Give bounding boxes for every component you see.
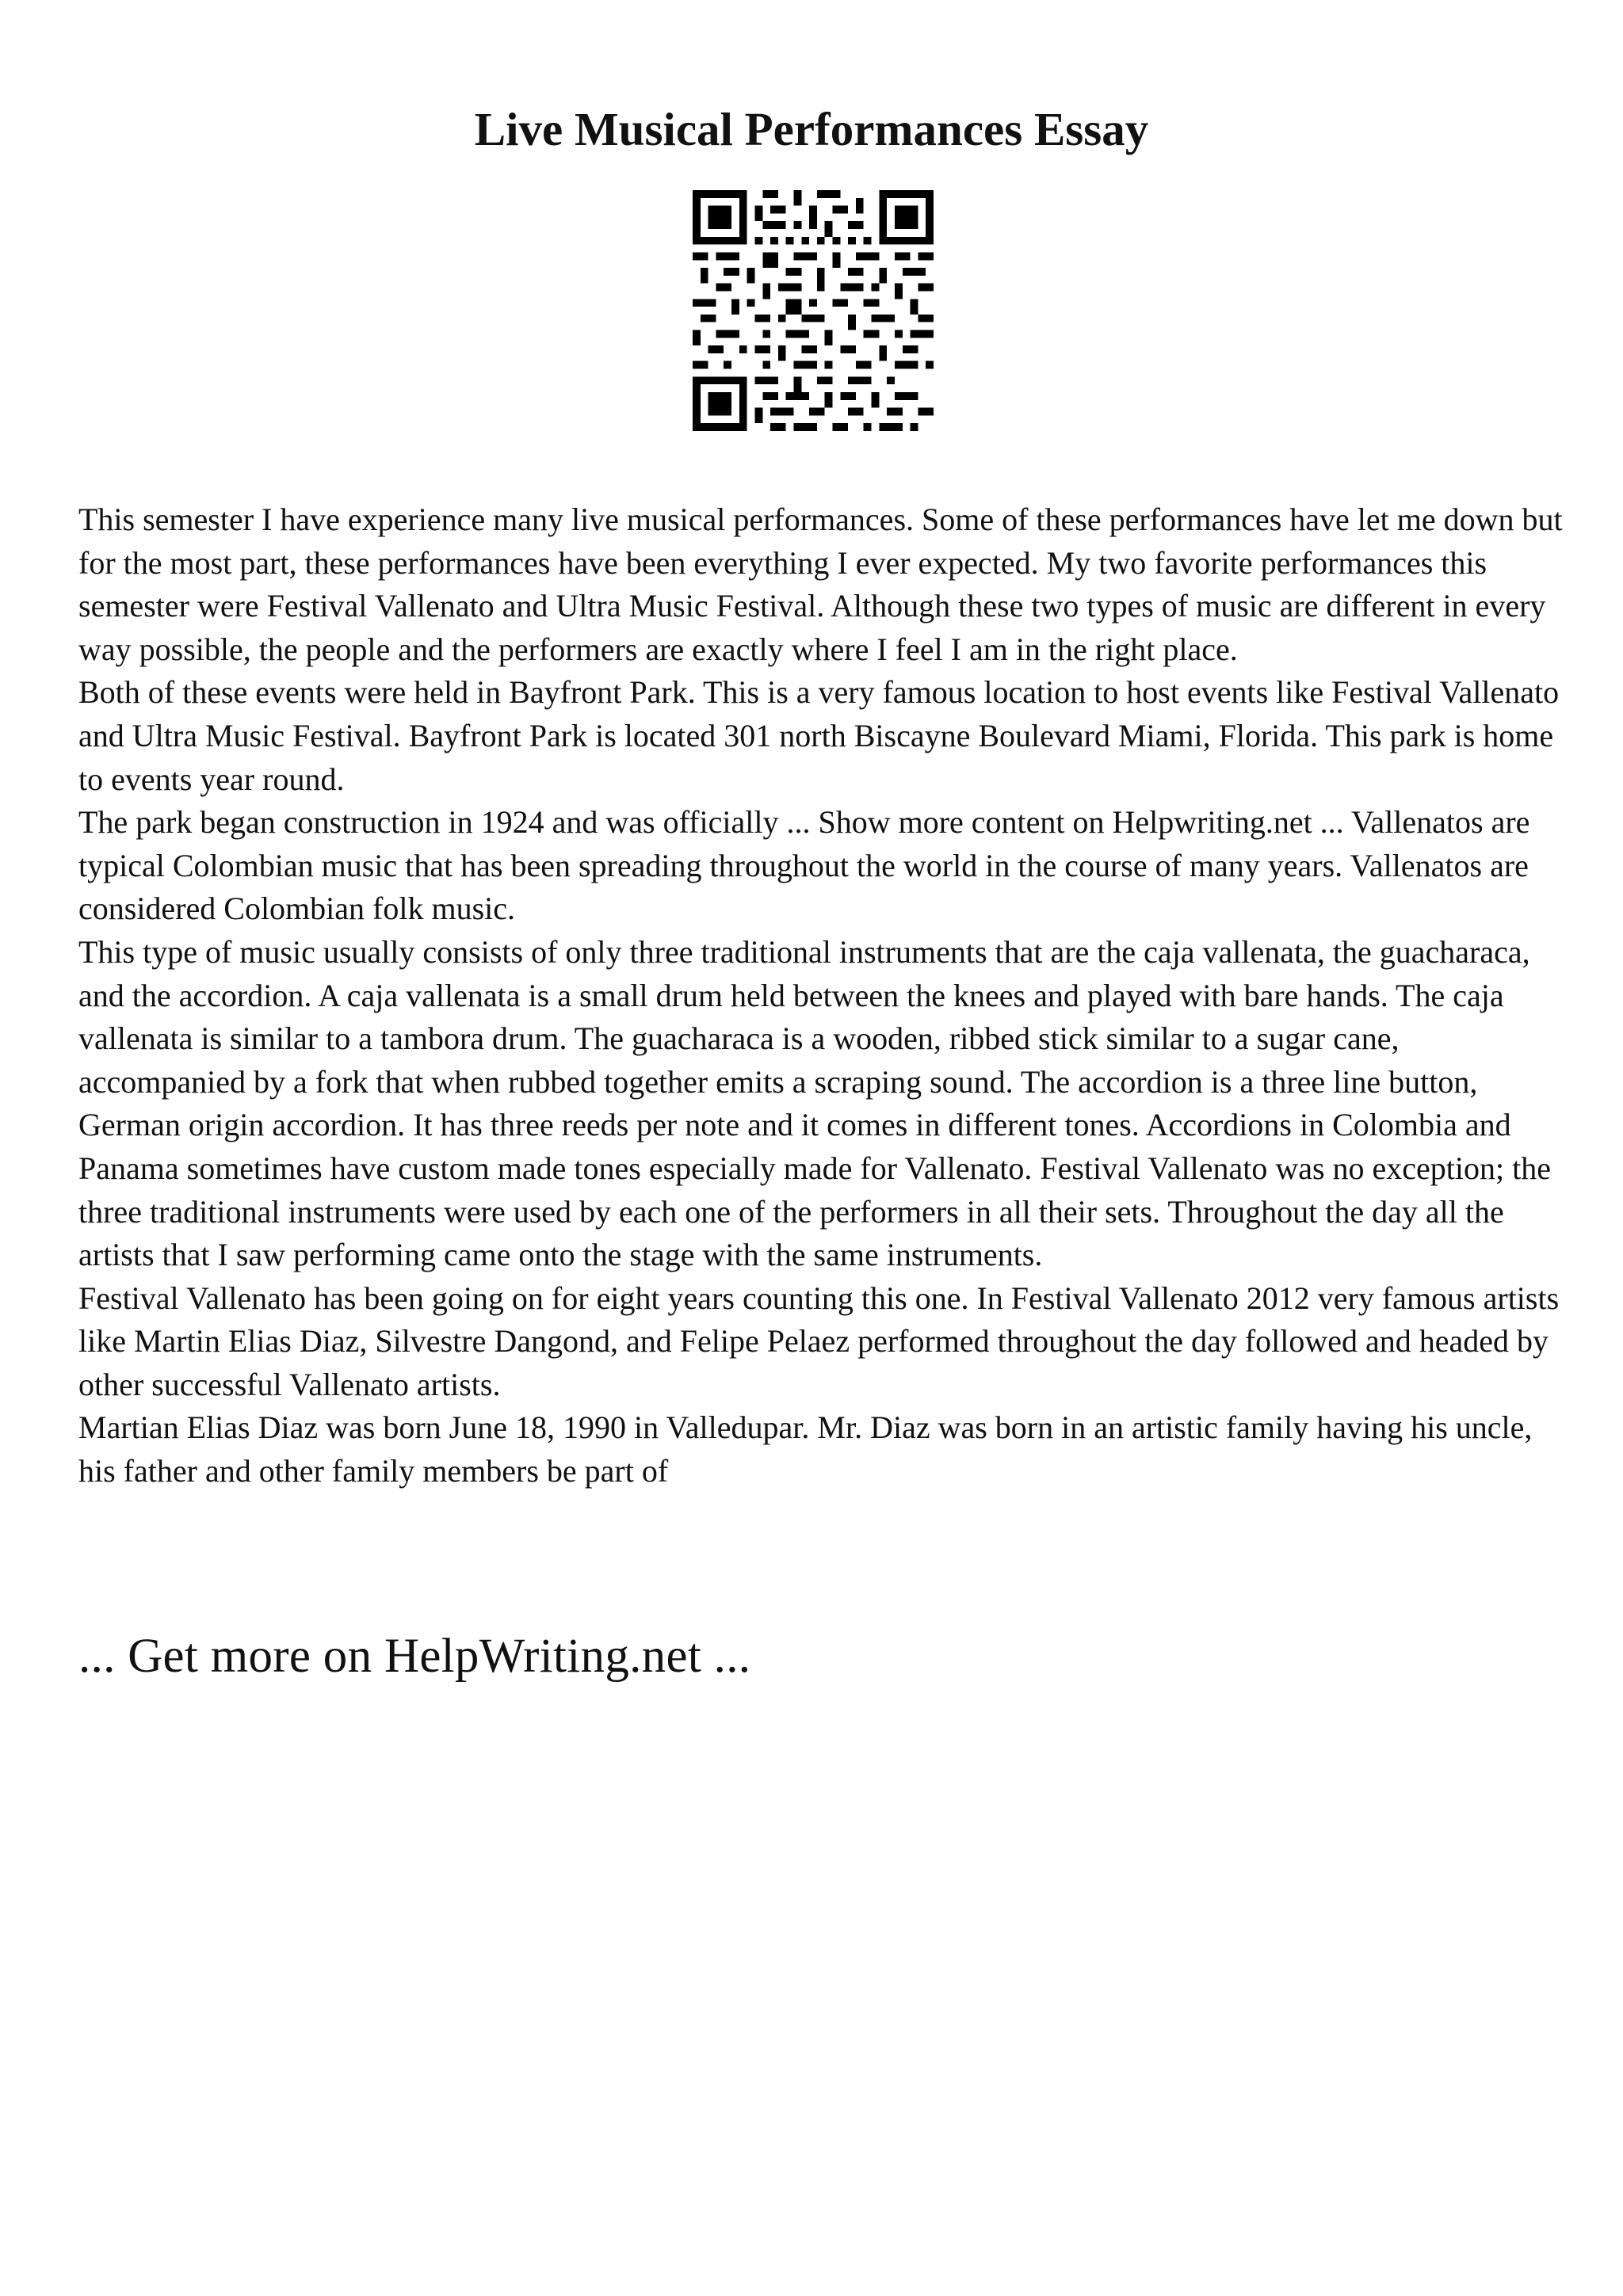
get-more-link[interactable]: ... Get more on HelpWriting.net ... [78,1630,751,1683]
essay-paragraph-2: Both of these events were held in Bayfront Park. This is a very famous location to host events like Festival Vallenato and Ultra Music Festival. Bayfront Park is located 301 north Biscayne Boulevard Miami, Florida. This park is home to events year round. [78,674,1560,797]
essay-paragraph-5: Festival Vallenato has been going on for eight years counting this one. In Festival Vallenato 2012 very famous artists like Martin Elias Diaz, Silvestre Dangond, and Felipe Pelaez performed throughout the day followed and headed by other successful Vallenato artists. [78,1280,1560,1402]
essay-paragraph-1: This semester I have experience many live musical performances. Some of these performances have let me down but for the most part, these performances have been everything I ever expected. My two favorite performances this semester were Festival Vallenato and Ultra Music Festival. Although these two types of music are different in every way possible, the people and the performers are exactly where I feel I am in the right place. [78,502,1563,667]
essay-paragraph-4: This type of music usually consists of only three traditional instruments that are the caja vallenata, the guacharaca, and the accordion. A caja vallenata is a small drum held between the knees and played with bare hands. The caja vallenata is similar to a tambora drum. The guacharaca is a wooden, ribbed stick similar to a sugar cane, accompanied by a fork that when rubbed together emits a scraping sound. The accordion is a three line button, German origin accordion. It has three reeds per note and it comes in different tones. Accordions in Colombia and Panama sometimes have custom made tones especially made for Vallenato. Festival Vallenato was no exception; the three traditional instruments were used by each one of the performers in all their sets. Throughout the day all the artists that I saw performing came onto the stage with the same instruments. [78,933,1552,1273]
essay-paragraph-6: Martian Elias Diaz was born June 18, 1990 in Valledupar. Mr. Diaz was born in an artistic family having his uncle, his father and other family members be part of [78,1409,1533,1489]
essay-body [78,498,1568,1493]
page-title: Live Musical Performances Essay [474,103,1149,155]
essay-paragraph-3: The park began construction in 1924 and was officially ... Show more content on Helpwriting.net ... Vallenatos are typical Colombian music that has been spreading throughout the world in the course of many years. Vallenatos are considered Colombian folk music. [78,804,1530,927]
qr-code-icon[interactable] [693,190,934,431]
